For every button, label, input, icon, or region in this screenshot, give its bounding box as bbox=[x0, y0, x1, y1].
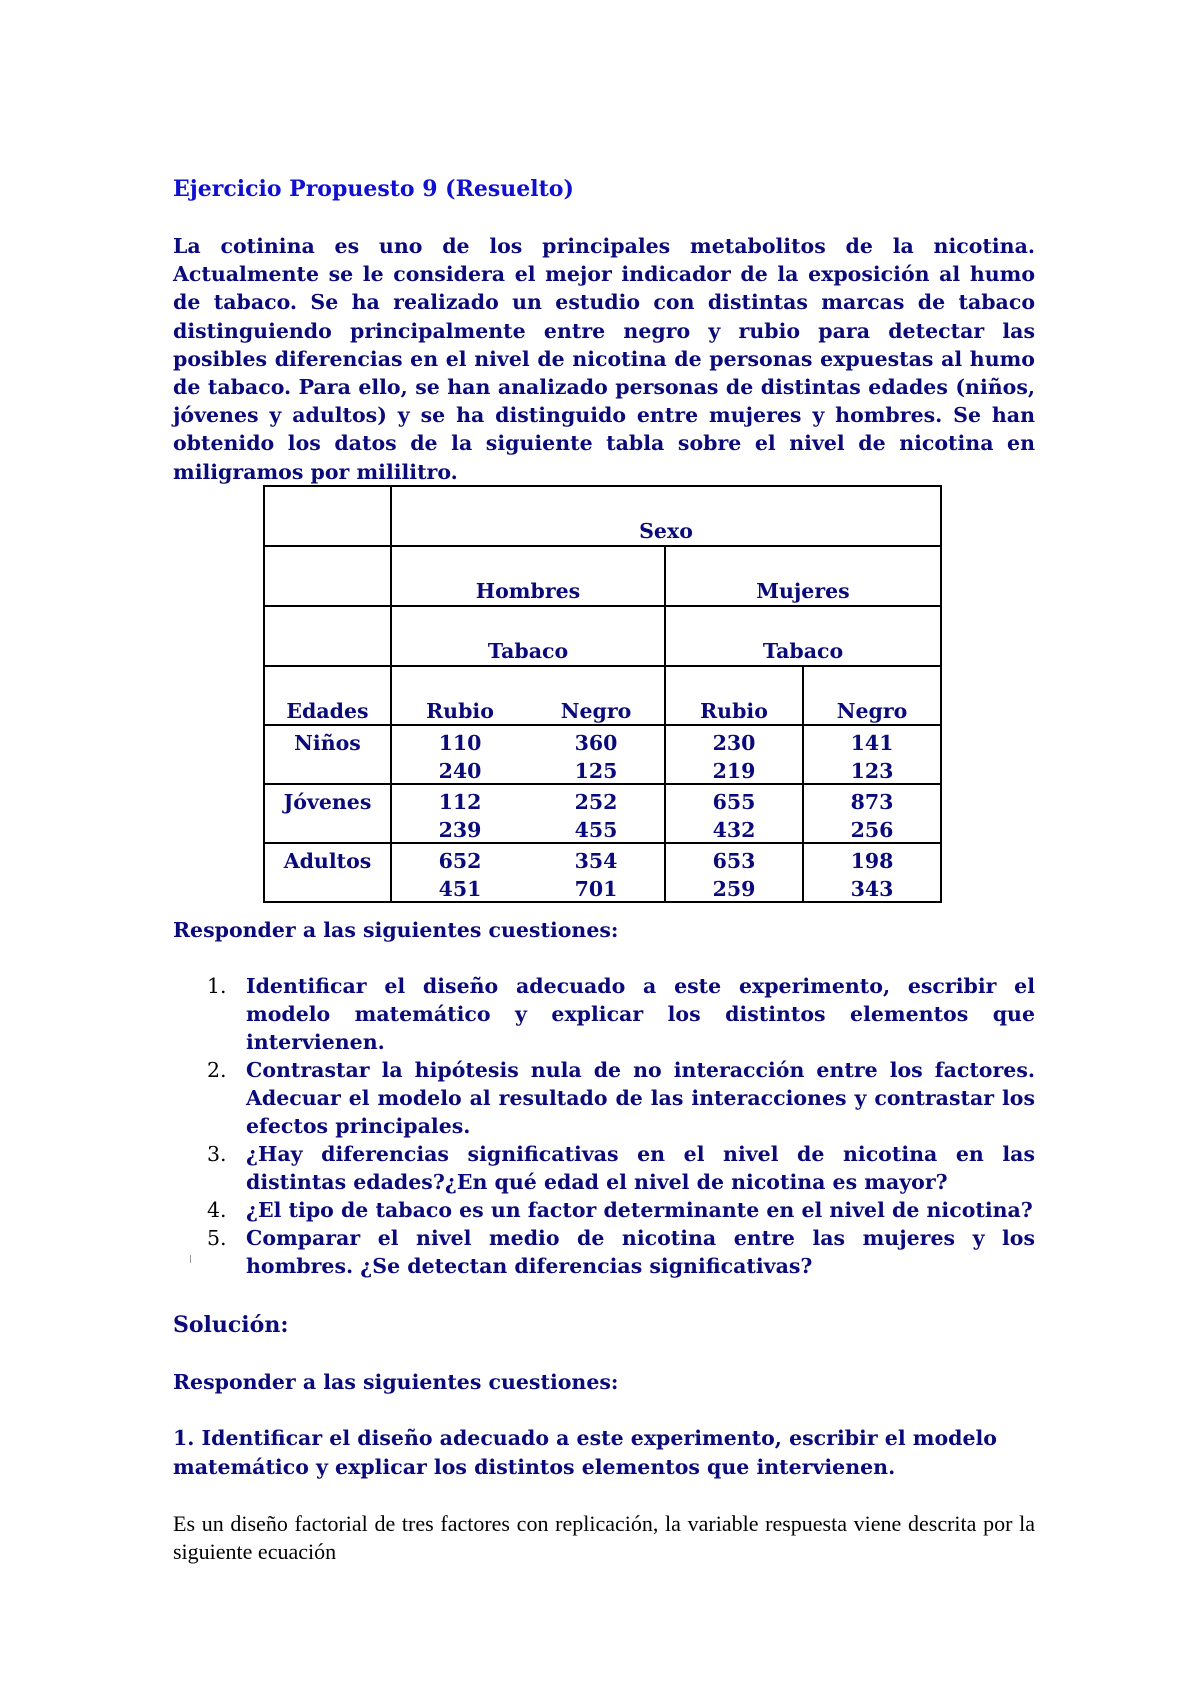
table-cell: 123 bbox=[803, 755, 941, 784]
table-corner-cell bbox=[264, 606, 391, 666]
group-label: Jóvenes bbox=[264, 784, 391, 814]
group-label-spacer bbox=[264, 873, 391, 902]
solution-question-1: 1. Identificar el diseño adecuado a este experimento, escribir el modelo matemático y explicar los distintos elementos que intervienen. bbox=[173, 1426, 997, 1479]
table-cell: 110 bbox=[438, 731, 482, 755]
table-cell: 455 bbox=[528, 814, 665, 843]
question-text: Comparar el nivel medio de nicotina entre las mujeres y los hombres. ¿Se detectan diferencias significativas? bbox=[246, 1226, 1035, 1278]
header-rubio: Rubio bbox=[665, 666, 803, 725]
table-cell: 239 bbox=[391, 814, 528, 843]
list-item bbox=[173, 1140, 1035, 1196]
header-rubio: Rubio bbox=[391, 666, 528, 725]
table-row bbox=[264, 725, 941, 755]
stray-mark bbox=[190, 1255, 191, 1263]
group-label-spacer bbox=[264, 814, 391, 843]
table-cell: 873 bbox=[803, 784, 941, 814]
question-text: Contrastar la hipótesis nula de no interacción entre los factores. Adecuar el modelo al resultado de las interacciones y contrastar los efectos principales. bbox=[246, 1058, 1035, 1138]
list-item bbox=[173, 1224, 1035, 1280]
table-row bbox=[264, 755, 941, 784]
table-row bbox=[264, 814, 941, 843]
solution-intro: Responder a las siguientes cuestiones: bbox=[173, 1370, 619, 1394]
list-item bbox=[173, 1196, 1035, 1224]
table-cell: 240 bbox=[391, 755, 528, 784]
table-cell: 125 bbox=[528, 755, 665, 784]
table-cell: 343 bbox=[803, 873, 941, 902]
table-row bbox=[264, 784, 941, 814]
table-cell: 230 bbox=[665, 725, 803, 755]
table-cell: 655 bbox=[665, 784, 803, 814]
table-corner-cell bbox=[264, 546, 391, 606]
list-number: 1. bbox=[207, 974, 227, 998]
questions-list bbox=[173, 972, 1035, 1280]
header-tabaco-hombres: Tabaco bbox=[391, 606, 665, 666]
questions-intro: Responder a las siguientes cuestiones: bbox=[173, 918, 619, 942]
nicotine-data-table bbox=[263, 485, 942, 903]
list-item bbox=[173, 972, 1035, 1056]
table-cell: 252 bbox=[528, 784, 665, 814]
header-negro: Negro bbox=[528, 666, 665, 725]
question-text: Identificar el diseño adecuado a este experimento, escribir el modelo matemático y explicar los distintos elementos que intervienen. bbox=[246, 974, 1035, 1054]
table-cell: 256 bbox=[803, 814, 941, 843]
table-cell: 354 bbox=[528, 843, 665, 873]
solution-text: Es un diseño factorial de tres factores con replicación, la variable respuesta viene descrita por la siguiente ecuación bbox=[173, 1511, 1035, 1564]
question-text: ¿El tipo de tabaco es un factor determinante en el nivel de nicotina? bbox=[246, 1198, 1033, 1222]
table-row bbox=[264, 873, 941, 902]
table-cell: 112 bbox=[438, 790, 482, 814]
header-edades: Edades bbox=[264, 666, 391, 725]
exercise-title: Ejercicio Propuesto 9 (Resuelto) bbox=[173, 176, 574, 202]
table-cell: 432 bbox=[665, 814, 803, 843]
table-row bbox=[264, 843, 941, 873]
list-item bbox=[173, 1056, 1035, 1140]
group-label-spacer bbox=[264, 755, 391, 784]
table-cell: 141 bbox=[803, 725, 941, 755]
header-tabaco-mujeres: Tabaco bbox=[665, 606, 941, 666]
group-label: Niños bbox=[264, 725, 391, 755]
solution-title: Solución: bbox=[173, 1312, 289, 1338]
table-cell: 653 bbox=[665, 843, 803, 873]
table-cell: 198 bbox=[803, 843, 941, 873]
table-cell: 701 bbox=[528, 873, 665, 902]
table-cell: 360 bbox=[528, 725, 665, 755]
list-number: 2. bbox=[207, 1058, 227, 1082]
intro-paragraph: La cotinina es uno de los principales metabolitos de la nicotina. Actualmente se le considera el mejor indicador de la exposición al humo de tabaco. Se ha realizado un estudio con distintas marcas de tabaco distinguiendo principalmente entre negro y rubio para detectar las posibles diferencias en el nivel de nicotina de personas expuestas al humo de tabaco. Para ello, se han analizado personas de distintas edades (niños, jóvenes y adultos) y se ha distinguido entre mujeres y hombres. Se han obtenido los datos de la siguiente tabla sobre el nivel de nicotina en miligramos por mililitro. bbox=[173, 234, 1035, 484]
list-number: 3. bbox=[207, 1142, 227, 1166]
question-text: ¿Hay diferencias significativas en el nivel de nicotina en las distintas edades?¿En qué edad el nivel de nicotina es mayor? bbox=[246, 1142, 1035, 1194]
list-number: 4. bbox=[207, 1198, 227, 1222]
group-label: Adultos bbox=[264, 843, 391, 873]
table-cell: 259 bbox=[665, 873, 803, 902]
header-sexo: Sexo bbox=[391, 486, 941, 546]
header-mujeres: Mujeres bbox=[665, 546, 941, 606]
table-cell: 451 bbox=[391, 873, 528, 902]
list-number: 5. bbox=[207, 1226, 227, 1250]
header-negro: Negro bbox=[803, 666, 941, 725]
table-cell: 219 bbox=[665, 755, 803, 784]
table-cell: 652 bbox=[438, 849, 482, 873]
table-corner-cell bbox=[264, 486, 391, 546]
header-hombres: Hombres bbox=[391, 546, 665, 606]
